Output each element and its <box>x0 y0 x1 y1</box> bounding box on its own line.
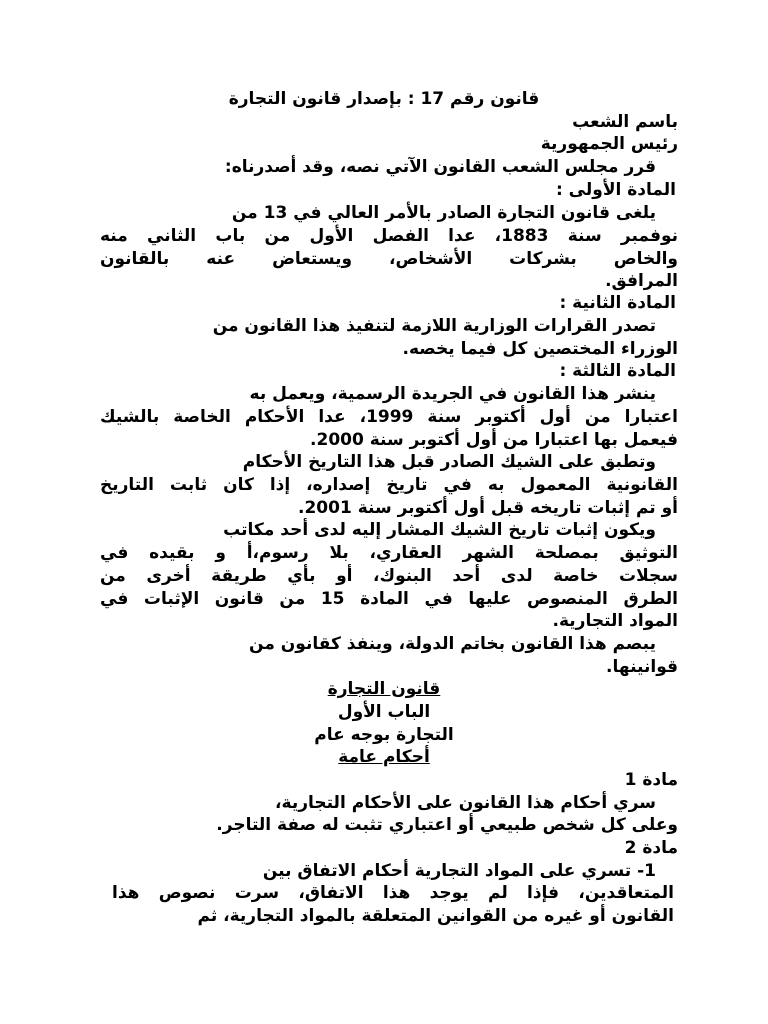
paragraph-line: فيعمل بها اعتبارا من أول أكتوبر سنة 2000. <box>310 430 678 450</box>
paragraph-line: ويكون إثبات تاريخ الشيك المشار إليه لدى أحد مكاتب <box>223 520 656 540</box>
paragraph-line: تصدر القرارات الوزارية اللازمة لتنفيذ هذا القانون من <box>212 316 656 336</box>
paragraph-line: ينشر هذا القانون في الجريدة الرسمية، ويعمل به <box>249 384 656 404</box>
paragraph-line: القانون أو غيره من القوانين المتعلقة بالمواد التجارية، ثم <box>197 906 674 926</box>
paragraph-line: الوزراء المختصين كل فيما يخصه. <box>402 339 678 359</box>
article-heading: المادة الثالثة : <box>559 361 676 381</box>
article-heading: المادة الثانية : <box>559 293 676 313</box>
paragraph-line: القانونية المعمول به في تاريخ إصداره، إذا كان ثابت التاريخ <box>100 475 678 495</box>
paragraph-line: يلغى قانون التجارة الصادر بالأمر العالي في 13 من <box>231 203 656 223</box>
paragraph-line: سجلات خاصة لدى أحد البنوك، أو بأي طريقة أخرى من <box>100 566 678 586</box>
material-label: مادة 1 <box>624 770 678 790</box>
paragraph-line: المرافق. <box>605 271 678 291</box>
intro-line: باسم الشعب <box>572 112 678 132</box>
section-heading: أحكام عامة <box>338 747 430 767</box>
paragraph-line: سري أحكام هذا القانون على الأحكام التجارية، <box>275 793 656 813</box>
paragraph-line: وعلى كل شخص طبيعي أو اعتباري تثبت له صفة التاجر. <box>216 815 678 835</box>
paragraph-line: وتطبق على الشيك الصادر قبل هذا التاريخ الأحكام <box>242 452 656 472</box>
law-title: قانون رقم 17 : بإصدار قانون التجارة <box>228 89 540 109</box>
part-heading: الباب الأول <box>337 702 431 722</box>
paragraph-line: والخاص بشركات الأشخاص، ويستعاض عنه بالقانون <box>100 249 678 269</box>
paragraph-line: أو تم إثبات تاريخه قبل أول أكتوبر سنة 2001. <box>298 498 678 518</box>
closing-line: قوانينها. <box>606 657 678 677</box>
paragraph-line: المواد التجارية. <box>552 611 678 631</box>
article-heading: المادة الأولى : <box>555 180 676 200</box>
paragraph-line: اعتبارا من أول أكتوبر سنة 1999، عدا الأحكام الخاصة بالشيك <box>100 407 678 427</box>
chapter-heading: التجارة بوجه عام <box>314 725 454 745</box>
paragraph-line: التوثيق بمصلحة الشهر العقاري، بلا رسوم،أ و بقيده في <box>100 543 678 563</box>
law-heading: قانون التجارة <box>327 679 441 699</box>
paragraph-line: المتعاقدين، فإذا لم يوجد هذا الاتفاق، سرت نصوص هذا <box>112 883 674 903</box>
closing-line: يبصم هذا القانون بخاتم الدولة، وينفذ كقانون من <box>249 634 656 654</box>
intro-line: رئيس الجمهورية <box>540 134 678 154</box>
paragraph-line: الطرق المنصوص عليها في المادة 15 من قانون الإثبات في <box>100 589 678 609</box>
paragraph-line: 1- تسري على المواد التجارية أحكام الاتفاق بين <box>262 861 656 881</box>
material-label: مادة 2 <box>624 838 678 858</box>
paragraph-line: نوفمبر سنة 1883، عدا الفصل الأول من باب الثاني منه <box>100 226 678 246</box>
decree-line: قرر مجلس الشعب القانون الآتي نصه، وقد أصدرناه: <box>224 157 656 177</box>
